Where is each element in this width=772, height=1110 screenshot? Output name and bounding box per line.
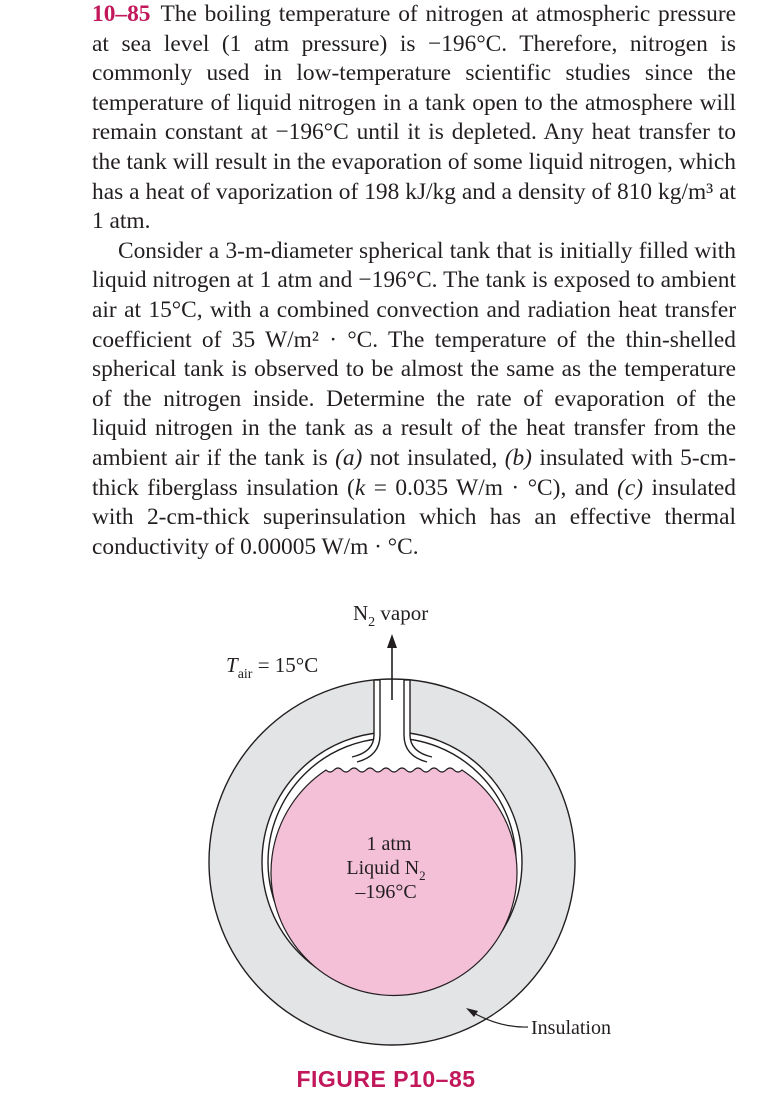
k-symbol: k [354,474,366,501]
pressure-label: 1 atm [366,833,412,855]
figure-caption: FIGURE P10–85 [296,1066,476,1092]
insulation-label: Insulation [531,1017,611,1039]
liquid-label-text: Liquid N [346,857,420,879]
paragraph-1-text: The boiling temperature of nitrogen at atmospheric pressure at sea level (1 atm pressure) is −196°C. Therefore, nitrogen is commonly used in low-temperature scientific studies since the temperature of liquid nitrogen in a tank open to the atmosphere will remain constant at −196°C until it is depleted. Any heat transfer to the tank will result in the evaporation of some liquid nitrogen, which has a heat of vaporization of 198 kJ/kg and a density of 810 kg/m³ at 1 atm. [92,1,736,235]
vapor-label [353,601,428,630]
vapor-label-sub: 2 [368,615,376,630]
paragraph-2-text-d: = 0.035 W/m · °C), and [365,474,618,501]
paragraph-2-text-e: insulated with 2-cm-thick superinsulation which has an effective thermal conductivity of 0.00005 W/m · °C. [92,474,736,560]
vapor-arrow-head [387,634,397,648]
paragraph-2-text-c: insulated with 5-cm-thick fiberglass insulation ( [92,444,736,501]
temperature-label: –196°C [355,881,417,903]
liquid-label-sub: 2 [419,868,426,883]
vapor-label-n: N [353,601,369,625]
problem-number: 10–85 [92,1,151,27]
vapor-label-suffix: vapor [375,601,429,625]
part-c-label: (c) [617,474,644,501]
tair-label [226,653,318,682]
tair-symbol: T [226,653,238,677]
paragraph-2-text-a: Consider a 3-m-diameter spherical tank that is initially filled with liquid nitrogen at 1 atm and −196°C. The tank is exposed to ambient air at 15°C, with a combined convection and radiation heat transfer coefficient of 35 W/m² · °C. The temperature of the thin-shelled spherical tank is observed to be almost the same as the temperature of the nitrogen inside. Determine the rate of evaporation of the liquid nitrogen in the tank as a result of the heat transfer from the ambient air if the tank is [92,237,736,471]
tair-value: = 15°C [252,653,319,677]
tair-sub: air [237,667,253,682]
paragraph-2-text-b: not insulated, [362,444,505,471]
part-b-label: (b) [504,444,532,471]
part-a-label: (a) [335,444,363,471]
